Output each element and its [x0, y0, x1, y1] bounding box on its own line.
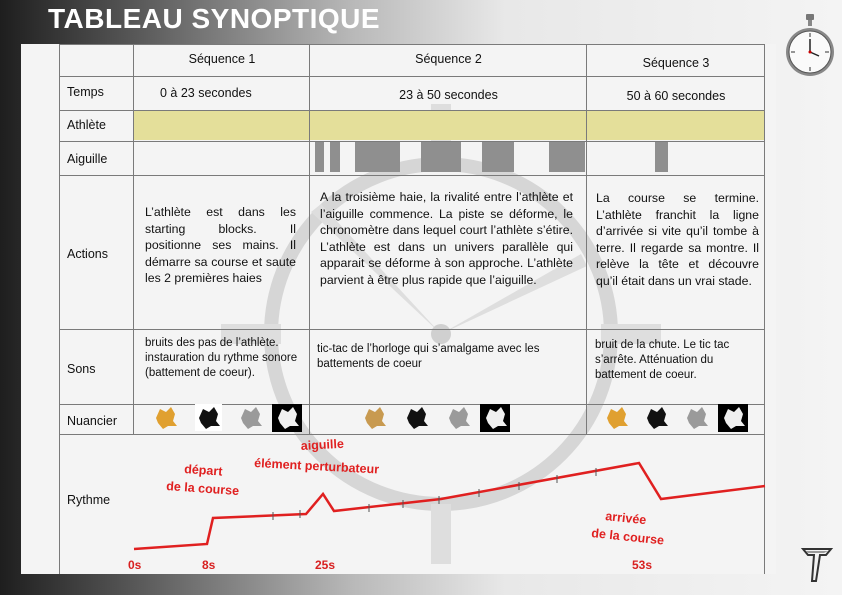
son-seq-2: tic-tac de l’horloge qui s’amalgame avec les battements de coeur [317, 343, 540, 370]
synoptic-sheet [21, 44, 776, 574]
label-arrivee-2: de la course [590, 526, 665, 548]
timeline-label-25s: 25s [315, 558, 336, 572]
label-aiguille-1: aiguille [300, 436, 345, 453]
label-depart-1: départ [183, 462, 223, 479]
action-seq-3: La course se termine. L’athlète franchit la ligne d’arrivée si vite qu’il tombe à terre. Il regarde sa montre. Il relève la tête et découvre qu’il était dans un vrai stade. [596, 191, 759, 288]
temps-seq-1: 0 à 23 secondes [160, 86, 252, 100]
rythme-graph [21, 44, 776, 574]
row-label-rythme: Rythme [67, 493, 111, 507]
row-label-actions: Actions [67, 247, 108, 261]
sequence-header-2: Séquence 2 [415, 52, 482, 66]
row-label-nuancier: Nuancier [67, 414, 118, 428]
page-title: TABLEAU SYNOPTIQUE [48, 3, 381, 34]
sequence-header-1: Séquence 1 [188, 52, 256, 66]
row-label-athlete: Athlète [67, 118, 106, 132]
stopwatch-icon [784, 12, 836, 78]
timeline-label-0s: 0s [128, 558, 142, 572]
temps-seq-3: 50 à 60 secondes [626, 89, 726, 103]
rythme-line [134, 463, 765, 549]
label-depart-2: de la course [165, 479, 240, 499]
label-aiguille-2: élément perturbateur [253, 456, 380, 477]
row-label-aiguille: Aiguille [67, 152, 108, 166]
son-seq-3: bruit de la chute. Le tic tac s’arrête. Atténuation du battement de coeur. [595, 339, 730, 381]
row-label-sons: Sons [67, 362, 96, 376]
label-arrivee-1: arrivée [604, 509, 647, 528]
brand-logo [800, 545, 834, 585]
temps-seq-2: 23 à 50 secondes [399, 88, 498, 102]
timeline-label-8s: 8s [202, 558, 216, 572]
sequence-header-3: Séquence 3 [642, 56, 710, 70]
action-seq-2: A la troisième haie, la rivalité entre l’athlète et l’aiguille commence. La piste se déforme, le chronomètre dans lequel court l’athlète s’étire. L’athlète est dans un univers parallèle qui apparait se déforme à son approche. L’athlète parvient à être plus rapide que l’aiguille. [320, 190, 573, 287]
son-seq-1: bruits des pas de l’athlète. instauration du rythme sonore (battement de coeur). [145, 337, 298, 379]
action-seq-1: L’athlète est dans les starting blocks. Il positionne ses mains. Il démarre sa course et saute les 2 premières haies [145, 205, 296, 285]
row-label-temps: Temps [67, 85, 104, 99]
timeline-label-53s: 53s [632, 558, 653, 572]
